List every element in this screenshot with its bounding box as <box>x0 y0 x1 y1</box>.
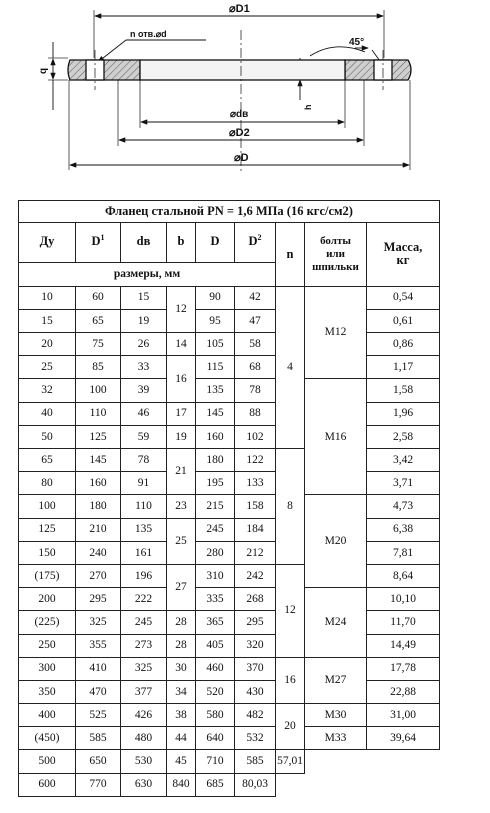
h-label: h <box>303 104 313 110</box>
cell-mass: 57,01 <box>276 750 305 773</box>
cell-mass: 0,54 <box>367 286 440 309</box>
cell-b: 44 <box>167 727 196 750</box>
cell-d2: 212 <box>235 541 276 564</box>
holes-label: n отв.⌀d <box>130 29 167 39</box>
cell-dv: 480 <box>121 727 167 750</box>
cell-d: 840 <box>167 773 196 796</box>
cell-n: 4 <box>276 286 305 448</box>
cell-du: 600 <box>19 773 76 796</box>
cell-du: 15 <box>19 309 76 332</box>
cell-dv: 15 <box>121 286 167 309</box>
cell-d1: 100 <box>76 379 121 402</box>
cell-mass: 31,00 <box>367 704 440 727</box>
cell-d: 160 <box>196 425 235 448</box>
cell-d: 405 <box>196 634 235 657</box>
header-sizes-mm: размеры, мм <box>19 262 276 286</box>
cell-du: 20 <box>19 333 76 356</box>
cell-dv: 19 <box>121 309 167 332</box>
cell-du: 300 <box>19 657 76 680</box>
cell-d1: 145 <box>76 449 121 472</box>
cell-d1: 325 <box>76 611 121 634</box>
cell-du: 100 <box>19 495 76 518</box>
cell-mass: 0,86 <box>367 333 440 356</box>
cell-d2: 295 <box>235 611 276 634</box>
cell-d1: 270 <box>76 564 121 587</box>
flange-spec-table <box>18 200 440 797</box>
header-n: n <box>276 223 305 287</box>
cell-mass: 3,42 <box>367 449 440 472</box>
dv-label: ⌀dв <box>230 109 249 120</box>
cell-mass: 17,78 <box>367 657 440 680</box>
cell-d1: 525 <box>76 704 121 727</box>
cell-d: 335 <box>196 588 235 611</box>
cell-d2: 47 <box>235 309 276 332</box>
cell-d: 365 <box>196 611 235 634</box>
cell-mass: 22,88 <box>367 680 440 703</box>
cell-mass: 80,03 <box>235 773 276 796</box>
cell-dv: 325 <box>121 657 167 680</box>
table-row <box>19 472 440 495</box>
cell-du: 40 <box>19 402 76 425</box>
cell-dv: 59 <box>121 425 167 448</box>
cell-mass: 2,58 <box>367 425 440 448</box>
header-d: D <box>196 223 235 262</box>
cell-d1: 240 <box>76 541 121 564</box>
cell-d: 215 <box>196 495 235 518</box>
cell-du: 400 <box>19 704 76 727</box>
cell-dv: 273 <box>121 634 167 657</box>
cell-mass: 10,10 <box>367 588 440 611</box>
cell-d: 310 <box>196 564 235 587</box>
cell-d1: 770 <box>76 773 121 796</box>
cell-d1: 75 <box>76 333 121 356</box>
cell-b: 16 <box>167 356 196 402</box>
table-row <box>19 541 440 564</box>
cell-d: 105 <box>196 333 235 356</box>
cell-d2: 78 <box>235 379 276 402</box>
header-bolts: болты или шпильки <box>305 223 367 287</box>
cell-d1: 410 <box>76 657 121 680</box>
cell-d: 195 <box>196 472 235 495</box>
cell-mass: 1,58 <box>367 379 440 402</box>
cell-bolts: M16 <box>305 379 367 495</box>
cell-mass: 14,49 <box>367 634 440 657</box>
table-row <box>19 425 440 448</box>
cell-du: (175) <box>19 564 76 587</box>
cell-b: 38 <box>167 704 196 727</box>
cell-d1: 210 <box>76 518 121 541</box>
cell-n: 20 <box>276 704 305 750</box>
table-row <box>19 309 440 332</box>
cell-mass: 1,96 <box>367 402 440 425</box>
flange-section-drawing <box>0 0 490 190</box>
header-mass: Масса, кг <box>367 223 440 287</box>
header-dv: dв <box>121 223 167 262</box>
cell-b: 28 <box>167 634 196 657</box>
cell-n: 8 <box>276 449 305 565</box>
cell-dv: 222 <box>121 588 167 611</box>
cell-d2: 158 <box>235 495 276 518</box>
table-row <box>19 518 440 541</box>
table-row <box>19 704 440 727</box>
cell-d2: 42 <box>235 286 276 309</box>
cell-du: 150 <box>19 541 76 564</box>
cell-n: 16 <box>276 657 305 703</box>
table-row <box>19 356 440 379</box>
cell-d: 640 <box>196 727 235 750</box>
cell-d2: 320 <box>235 634 276 657</box>
table-row <box>19 495 440 518</box>
cell-d2: 184 <box>235 518 276 541</box>
cell-d: 520 <box>196 680 235 703</box>
table-row <box>19 449 440 472</box>
cell-dv: 33 <box>121 356 167 379</box>
table-row <box>19 588 440 611</box>
cell-b: 45 <box>167 750 196 773</box>
cell-b: 25 <box>167 518 196 564</box>
cell-b: 27 <box>167 564 196 610</box>
flange-bore <box>140 60 345 80</box>
cell-d: 280 <box>196 541 235 564</box>
table-title: Фланец стальной PN = 1,6 МПа (16 кгс/см2) <box>19 201 440 223</box>
cell-du: 250 <box>19 634 76 657</box>
table-row <box>19 379 440 402</box>
cell-bolts: M27 <box>305 657 367 703</box>
table-row <box>19 634 440 657</box>
header-d2: $D^2$ <box>235 223 276 262</box>
cell-dv: 26 <box>121 333 167 356</box>
cell-bolts: M20 <box>305 495 367 588</box>
cell-mass: 1,17 <box>367 356 440 379</box>
cell-d1: 470 <box>76 680 121 703</box>
cell-d: 145 <box>196 402 235 425</box>
cell-du: 65 <box>19 449 76 472</box>
table-row <box>19 402 440 425</box>
cell-d2: 585 <box>235 750 276 773</box>
cell-d1: 125 <box>76 425 121 448</box>
cell-d2: 122 <box>235 449 276 472</box>
cell-d: 580 <box>196 704 235 727</box>
header-b: b <box>167 223 196 262</box>
cell-d2: 102 <box>235 425 276 448</box>
angle-label: 45° <box>349 37 365 48</box>
d1-label: ⌀D1 <box>229 3 250 15</box>
cell-mass: 8,64 <box>367 564 440 587</box>
cell-d1: 650 <box>76 750 121 773</box>
cell-du: 350 <box>19 680 76 703</box>
cell-d: 115 <box>196 356 235 379</box>
cell-d: 245 <box>196 518 235 541</box>
cell-d: 90 <box>196 286 235 309</box>
cell-dv: 245 <box>121 611 167 634</box>
cell-du: 200 <box>19 588 76 611</box>
cell-d2: 133 <box>235 472 276 495</box>
cell-b: 34 <box>167 680 196 703</box>
cell-bolts: M33 <box>305 727 367 750</box>
cell-n: 12 <box>276 564 305 657</box>
cell-d2: 532 <box>235 727 276 750</box>
cell-dv: 91 <box>121 472 167 495</box>
cell-dv: 78 <box>121 449 167 472</box>
table-row <box>19 333 440 356</box>
cell-dv: 135 <box>121 518 167 541</box>
cell-d2: 88 <box>235 402 276 425</box>
cell-d2: 370 <box>235 657 276 680</box>
cell-du: 10 <box>19 286 76 309</box>
cell-dv: 196 <box>121 564 167 587</box>
cell-d1: 65 <box>76 309 121 332</box>
cell-d1: 110 <box>76 402 121 425</box>
cell-dv: 530 <box>121 750 167 773</box>
cell-bolts: M30 <box>305 704 367 727</box>
cell-mass: 3,71 <box>367 472 440 495</box>
table-row <box>19 680 440 703</box>
cell-bolts: M24 <box>305 588 367 658</box>
cell-du: 80 <box>19 472 76 495</box>
cell-d1: 160 <box>76 472 121 495</box>
cell-b: 21 <box>167 449 196 495</box>
cell-d: 180 <box>196 449 235 472</box>
table-row <box>19 727 440 750</box>
cell-b: 17 <box>167 402 196 425</box>
cell-du: 25 <box>19 356 76 379</box>
cell-mass: 0,61 <box>367 309 440 332</box>
cell-du: 32 <box>19 379 76 402</box>
cell-b: 19 <box>167 425 196 448</box>
cell-bolts: M12 <box>305 286 367 379</box>
cell-b: 14 <box>167 333 196 356</box>
table-row <box>19 286 440 309</box>
cell-d1: 585 <box>76 727 121 750</box>
cell-du: 125 <box>19 518 76 541</box>
table-row <box>19 657 440 680</box>
cell-du: (450) <box>19 727 76 750</box>
cell-d2: 58 <box>235 333 276 356</box>
cell-mass: 4,73 <box>367 495 440 518</box>
cell-d2: 268 <box>235 588 276 611</box>
table-row <box>19 773 440 796</box>
cell-d2: 482 <box>235 704 276 727</box>
table-row <box>19 611 440 634</box>
cell-mass: 39,64 <box>367 727 440 750</box>
cell-d: 460 <box>196 657 235 680</box>
q-label: q <box>38 67 49 74</box>
cell-d: 710 <box>196 750 235 773</box>
cell-d1: 60 <box>76 286 121 309</box>
table-row <box>19 750 440 773</box>
d-label: ⌀D <box>234 152 249 164</box>
cell-du: 500 <box>19 750 76 773</box>
cell-d: 135 <box>196 379 235 402</box>
cell-d: 95 <box>196 309 235 332</box>
cell-dv: 110 <box>121 495 167 518</box>
cell-dv: 426 <box>121 704 167 727</box>
cell-d1: 180 <box>76 495 121 518</box>
cell-mass: 11,70 <box>367 611 440 634</box>
cell-b: 12 <box>167 286 196 332</box>
cell-d2: 242 <box>235 564 276 587</box>
header-du: Ду <box>19 223 76 262</box>
cell-mass: 6,38 <box>367 518 440 541</box>
cell-d2: 430 <box>235 680 276 703</box>
header-d1: $D^1$ <box>76 223 121 262</box>
cell-dv: 630 <box>121 773 167 796</box>
cell-d1: 85 <box>76 356 121 379</box>
cell-du: (225) <box>19 611 76 634</box>
cell-b: 28 <box>167 611 196 634</box>
cell-d2: 685 <box>196 773 235 796</box>
table-row <box>19 564 440 587</box>
cell-dv: 377 <box>121 680 167 703</box>
cell-dv: 39 <box>121 379 167 402</box>
cell-d1: 295 <box>76 588 121 611</box>
cell-dv: 46 <box>121 402 167 425</box>
cell-b: 23 <box>167 495 196 518</box>
cell-d1: 355 <box>76 634 121 657</box>
cell-du: 50 <box>19 425 76 448</box>
d2-label: ⌀D2 <box>229 127 250 139</box>
cell-b: 30 <box>167 657 196 680</box>
cell-dv: 161 <box>121 541 167 564</box>
cell-d2: 68 <box>235 356 276 379</box>
cell-mass: 7,81 <box>367 541 440 564</box>
